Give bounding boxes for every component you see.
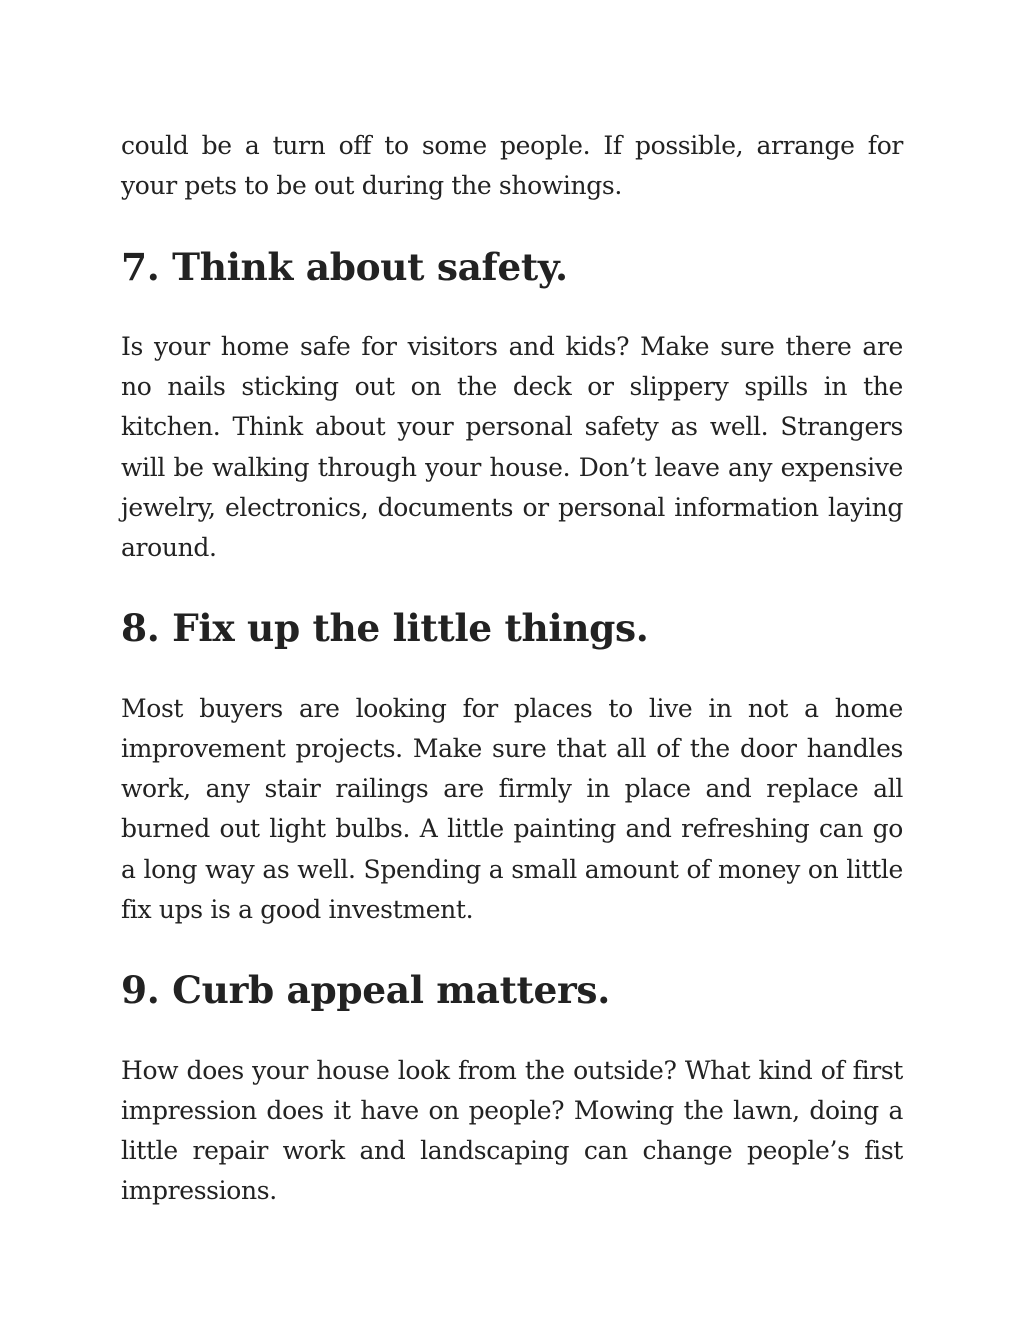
spacer — [121, 568, 903, 608]
section-body-fix-up: Most buyers are looking for places to live in not a home improvement projects. Make sure that all of the door handles work, any stair railings are firmly in place and replace all burned out light bulbs. A little painting and refreshing can go a long way as well. Spending a small amount of money on little fix ups is a good investment. — [121, 693, 903, 924]
section-body-curb-appeal: How does your house look from the outside? What kind of first impression does it have on people? Mowing the lawn, doing a little repair work and landscaping can change people’s fist impressions. — [121, 1055, 903, 1206]
spacer — [121, 930, 903, 970]
section-body-safety: Is your home safe for visitors and kids? Make sure there are no nails sticking out on the deck or slippery spills in the kitchen. Think about your personal safety as well. Strangers will be walking through your house. Don’t leave any expensive jewelry, electronics, documents or personal information laying around. — [121, 331, 903, 562]
section-heading-safety: 7. Think about safety. — [121, 244, 568, 289]
section-heading-curb-appeal: 9. Curb appeal matters. — [121, 968, 610, 1013]
spacer — [121, 287, 903, 327]
spacer — [121, 1010, 903, 1050]
intro-paragraph: could be a turn off to some people. If possible, arrange for your pets to be out during the showings. — [121, 131, 903, 201]
section-heading-fix-up: 8. Fix up the little things. — [121, 606, 649, 651]
spacer — [121, 206, 903, 246]
document-page — [121, 126, 903, 1211]
spacer — [121, 649, 903, 689]
